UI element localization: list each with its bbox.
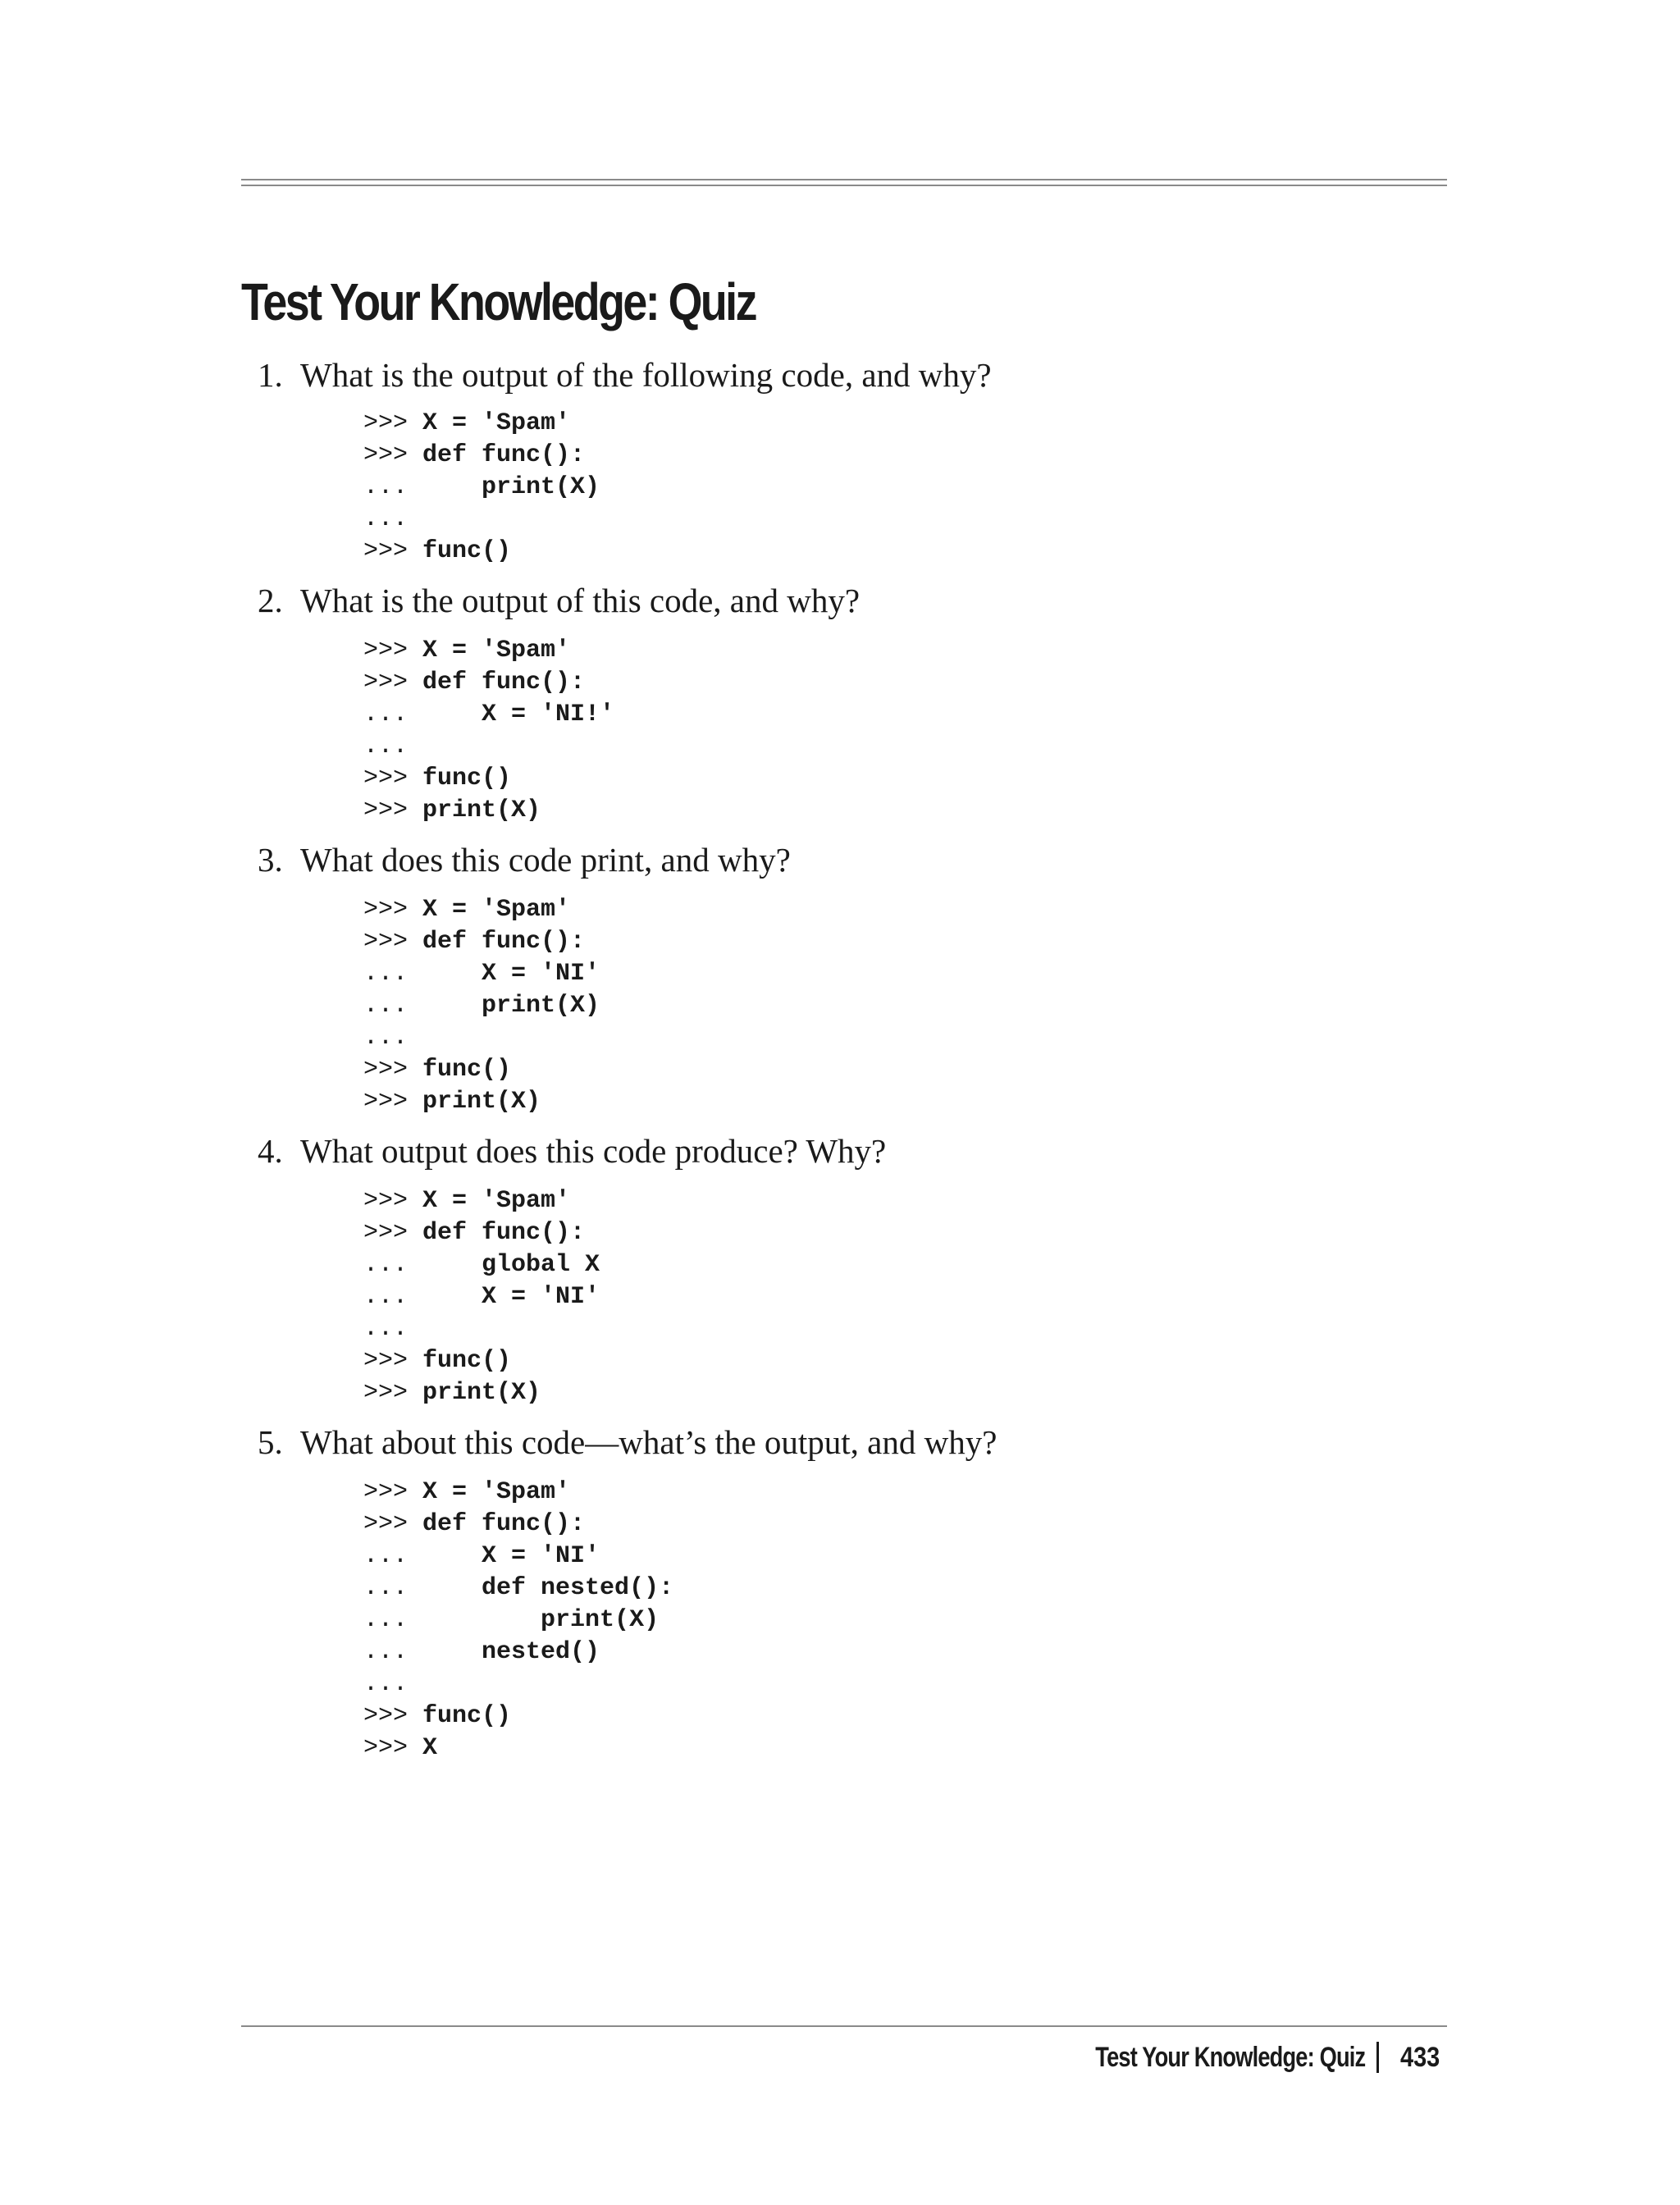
repl-prompt: >>> (363, 441, 423, 469)
code-line (363, 1377, 1447, 1409)
repl-prompt: >>> (363, 1379, 423, 1407)
repl-prompt: ... (363, 1638, 482, 1666)
code-line (363, 795, 1447, 827)
code-line (363, 472, 1447, 504)
repl-prompt: >>> (363, 1734, 423, 1762)
code-line (363, 699, 1447, 731)
code-text: def func(): (422, 1219, 586, 1247)
code-line (363, 408, 1447, 440)
code-line (363, 1477, 1447, 1509)
code-line (363, 1732, 1447, 1764)
code-text: nested() (482, 1638, 600, 1666)
code-text: def func(): (422, 928, 586, 956)
repl-prompt: >>> (363, 1187, 423, 1215)
code-block (258, 1185, 1447, 1409)
code-text: func() (422, 1347, 512, 1375)
repl-prompt: >>> (363, 1478, 423, 1506)
code-line (363, 667, 1447, 699)
code-line (363, 1249, 1447, 1281)
code-text: X = 'NI!' (482, 701, 615, 728)
repl-prompt: >>> (363, 537, 423, 565)
code-text: def func(): (422, 1510, 586, 1538)
repl-prompt: ... (363, 960, 482, 988)
repl-prompt: >>> (363, 797, 423, 824)
code-text: X = 'Spam' (422, 1478, 571, 1506)
repl-prompt: ... (363, 733, 409, 760)
repl-prompt: ... (363, 1251, 482, 1279)
repl-prompt: >>> (363, 1702, 423, 1730)
quiz-list (258, 349, 1447, 1764)
code-line (363, 440, 1447, 472)
code-line (363, 1054, 1447, 1086)
repl-prompt: ... (363, 1024, 409, 1052)
code-line (363, 1573, 1447, 1605)
code-text: def func(): (422, 669, 586, 696)
repl-prompt: >>> (363, 1056, 423, 1084)
repl-prompt: ... (363, 473, 482, 501)
question-text: What is the output of this code, and why? (300, 582, 861, 619)
question-number: 1. (258, 356, 283, 394)
code-block (258, 635, 1447, 827)
code-line (363, 1185, 1447, 1217)
code-text: X = 'Spam' (422, 896, 571, 924)
question-line (258, 833, 1447, 886)
repl-prompt: >>> (363, 928, 423, 956)
code-text: def nested(): (482, 1574, 674, 1602)
repl-prompt: >>> (363, 409, 423, 437)
code-block (258, 408, 1447, 568)
quiz-question (258, 1125, 1447, 1409)
quiz-question (258, 1416, 1447, 1764)
code-text: func() (422, 537, 512, 565)
code-block (258, 1477, 1447, 1764)
code-text: X = 'Spam' (422, 637, 571, 664)
footer-section-title: Test Your Knowledge: Quiz (1095, 2042, 1366, 2073)
footer-separator (1376, 2042, 1379, 2073)
code-line (363, 1313, 1447, 1345)
repl-prompt: ... (363, 505, 409, 533)
code-line (363, 1022, 1447, 1054)
code-text: print(X) (482, 992, 600, 1020)
question-text: What is the output of the following code, and why? (300, 356, 992, 394)
question-line (258, 1125, 1447, 1177)
code-text: print(X) (482, 473, 600, 501)
quiz-question (258, 349, 1447, 568)
footer-rule (241, 2025, 1447, 2027)
code-text: func() (422, 1056, 512, 1084)
code-text: func() (422, 1702, 512, 1730)
code-text: X = 'NI' (482, 960, 600, 988)
code-text: def func(): (422, 441, 586, 469)
code-text: print(X) (422, 1379, 541, 1407)
code-text: print(X) (541, 1606, 660, 1634)
code-line (363, 635, 1447, 667)
code-line (363, 1669, 1447, 1701)
question-number: 3. (258, 841, 283, 879)
code-line (363, 990, 1447, 1022)
repl-prompt: >>> (363, 1219, 423, 1247)
repl-prompt: ... (363, 1574, 482, 1602)
code-text: X = 'Spam' (422, 1187, 571, 1215)
question-line (258, 574, 1447, 627)
code-line (363, 958, 1447, 990)
code-line (363, 1509, 1447, 1541)
question-text: What does this code print, and why? (300, 841, 791, 879)
code-line (363, 504, 1447, 536)
code-line (363, 926, 1447, 958)
code-line (363, 536, 1447, 568)
code-line (363, 731, 1447, 763)
section-heading: Test Your Knowledge: Quiz (241, 272, 756, 331)
code-text: X (422, 1734, 438, 1762)
repl-prompt: >>> (363, 637, 423, 664)
page-number: 433 (1400, 2042, 1440, 2073)
code-line (363, 1605, 1447, 1637)
code-line (363, 1217, 1447, 1249)
question-line (258, 349, 1447, 401)
repl-prompt: ... (363, 1670, 409, 1698)
code-block (258, 894, 1447, 1118)
top-rule (241, 179, 1447, 186)
repl-prompt: ... (363, 992, 482, 1020)
question-number: 5. (258, 1423, 283, 1461)
code-line (363, 763, 1447, 795)
quiz-question (258, 833, 1447, 1118)
repl-prompt: >>> (363, 1510, 423, 1538)
code-line (363, 1701, 1447, 1732)
running-footer (1028, 2039, 1447, 2075)
code-text: X = 'Spam' (422, 409, 571, 437)
question-text: What about this code—what’s the output, and why? (300, 1423, 998, 1461)
repl-prompt: ... (363, 1542, 482, 1570)
code-text: X = 'NI' (482, 1542, 600, 1570)
question-line (258, 1416, 1447, 1468)
question-number: 2. (258, 582, 283, 619)
question-text: What output does this code produce? Why? (300, 1132, 887, 1170)
question-number: 4. (258, 1132, 283, 1170)
code-line (363, 1541, 1447, 1573)
code-text: global X (482, 1251, 600, 1279)
code-text: func() (422, 765, 512, 792)
code-line (363, 1086, 1447, 1118)
code-line (363, 1345, 1447, 1377)
repl-prompt: ... (363, 701, 482, 728)
repl-prompt: ... (363, 1315, 409, 1343)
code-text: print(X) (422, 1088, 541, 1116)
repl-prompt: >>> (363, 896, 423, 924)
repl-prompt: >>> (363, 765, 423, 792)
repl-prompt: ... (363, 1283, 482, 1311)
code-line (363, 894, 1447, 926)
quiz-question (258, 574, 1447, 827)
repl-prompt: >>> (363, 669, 423, 696)
repl-prompt: >>> (363, 1347, 423, 1375)
repl-prompt: ... (363, 1606, 541, 1634)
repl-prompt: >>> (363, 1088, 423, 1116)
code-line (363, 1637, 1447, 1669)
code-text: print(X) (422, 797, 541, 824)
code-line (363, 1281, 1447, 1313)
code-text: X = 'NI' (482, 1283, 600, 1311)
